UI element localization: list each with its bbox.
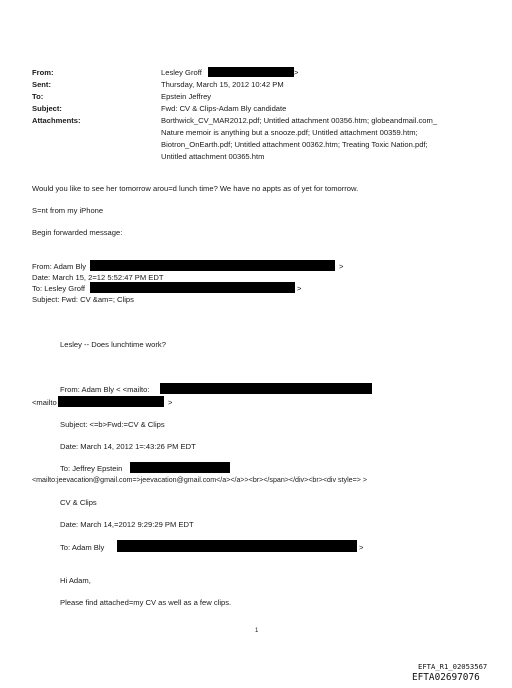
quoted-line: Lesley -- Does lunchtime work? <box>60 340 166 349</box>
quoted-date: Date: March 14, 2012 1=:43:26 PM EDT <box>60 442 196 451</box>
attachment-line: Nature memoir is anything but a snooze.pdf; Untitled attachment 00359.htm; <box>161 128 418 137</box>
redaction-block <box>90 282 295 293</box>
attachment-line: Borthwick_CV_MAR2012.pdf; Untitled attachment 00356.htm; globeandmail.com_ <box>161 116 438 125</box>
redaction-block <box>117 540 357 552</box>
quoted-mailto-line: <mailto:jeevacation@gmail.com=>jeevacation@gmail.com</a></a>><br></span></div><br><div style=> > <box>32 476 368 484</box>
from-label: From: <box>32 68 54 77</box>
fwd-to: To: Lesley Groff <box>32 284 86 293</box>
attachment-line: Untitled attachment 00365.htm <box>161 152 265 161</box>
quoted-to-tail: > <box>359 543 364 552</box>
closing-line: Please find attached=my CV as well as a few clips. <box>60 598 232 607</box>
greeting: Hi Adam, <box>60 576 91 585</box>
to-label: To: <box>32 92 44 101</box>
footer-id-secondary: EFTA02697076 <box>412 672 480 683</box>
sent-value: Thursday, March 15, 2012 10:42 PM <box>161 80 284 89</box>
quoted-to: To: Adam Bly <box>60 543 105 552</box>
quoted-subject: Subject: <=b>Fwd:=CV & Clips <box>60 420 165 429</box>
redaction-block <box>58 396 164 407</box>
attachment-line: Biotron_OnEarth.pdf; Untitled attachment 00362.htm; Treating Toxic Nation.pdf; <box>161 140 428 149</box>
from-value: Lesley Groff <box>161 68 202 77</box>
redaction-block <box>208 67 294 77</box>
subject-value: Fwd: CV & Clips-Adam Bly candidate <box>161 104 287 113</box>
fwd-subject: Subject: Fwd: CV &am=; Clips <box>32 295 134 304</box>
quoted-from: From: Adam Bly < <mailto: <box>60 385 150 394</box>
subject-label: Subject: <box>32 104 62 113</box>
quoted-date: Date: March 14,=2012 9:29:29 PM EDT <box>60 520 194 529</box>
fwd-from-tail: > <box>339 262 344 271</box>
redaction-block <box>130 462 230 473</box>
fwd-date: Date: March 15, 2=12 5:52:47 PM EDT <box>32 273 164 282</box>
page-number: 1 <box>255 628 259 634</box>
fwd-from: From: Adam Bly <box>32 262 87 271</box>
quoted-mailto: <mailto <box>32 398 57 407</box>
footer-id-primary: EFTA_R1_02053567 <box>418 662 488 671</box>
redaction-block <box>160 383 372 394</box>
sent-label: Sent: <box>32 80 51 89</box>
quoted-mailto-tail: > <box>168 398 173 407</box>
quoted-to: To: Jeffrey Epstein <box>60 464 123 473</box>
body-line: Begin forwarded message: <box>32 228 123 237</box>
attachments-label: Attachments: <box>32 116 81 125</box>
redaction-block <box>90 260 335 271</box>
to-value: Epstein Jeffrey <box>161 92 212 101</box>
fwd-to-tail: > <box>297 284 302 293</box>
body-line: Would you like to see her tomorrow arou=d lunch time? We have no appts as of yet for tomorrow. <box>32 184 359 193</box>
from-tail: > <box>294 68 299 77</box>
body-line: S=nt from my iPhone <box>32 206 104 215</box>
quoted-title: CV & Clips <box>60 498 97 507</box>
